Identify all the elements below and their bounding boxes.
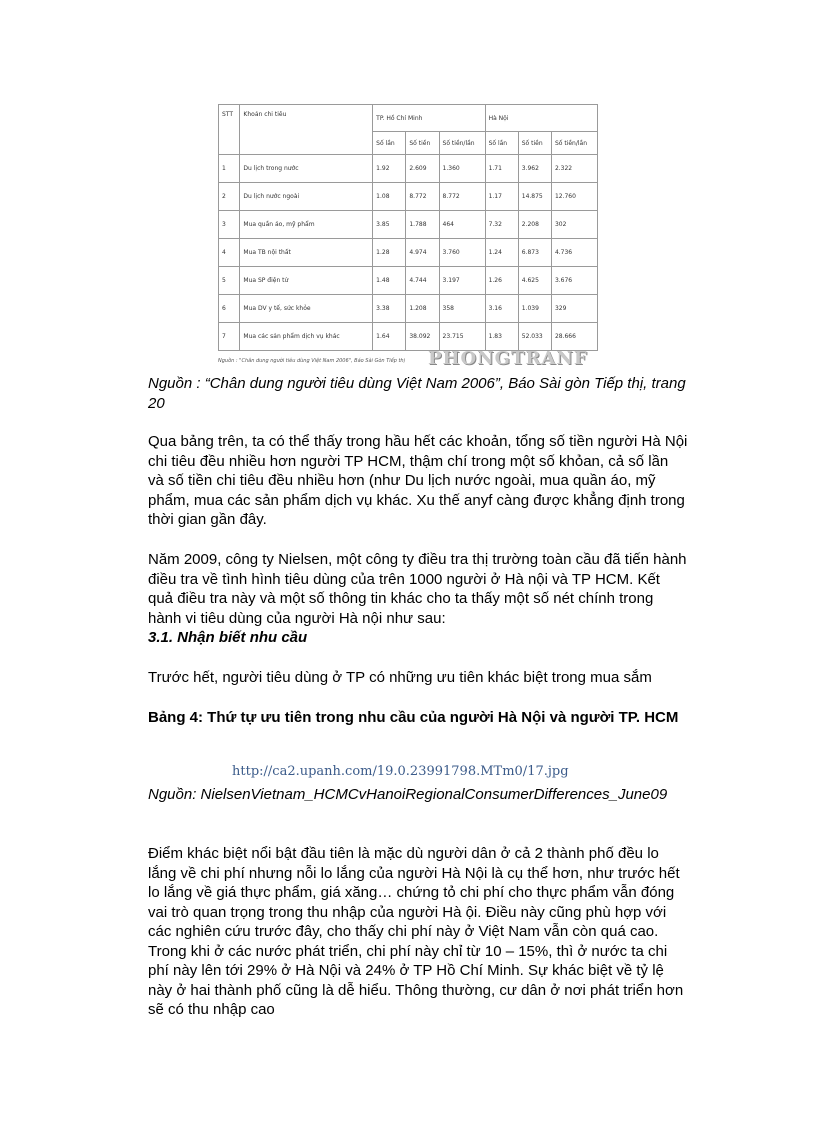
table-cell-value: 1.788 <box>406 211 439 239</box>
table-cell-value: 1.28 <box>373 239 406 267</box>
table-row <box>219 267 598 295</box>
paragraph: Trước hết, người tiêu dùng ở TP có những ưu tiên khác biệt trong mua sắm <box>148 669 652 686</box>
table-cell-value: 3.760 <box>439 239 485 267</box>
table-cell-value: 7.32 <box>485 211 518 239</box>
table-cell-value: 1.08 <box>373 183 406 211</box>
table-cell-value: 329 <box>551 295 597 323</box>
paragraph: Năm 2009, công ty Nielsen, một công ty điều tra thị trường toàn cầu đã tiến hành điều tra về tình hình tiêu dùng của trên 1000 người ở Hà nội và TP HCM. Kết quả điều tra này và một số thông tin khác cho ta thấy một số nét chính trong hành vi tiêu dùng của người Hà nội như sau: <box>148 551 687 627</box>
table-cell-value: 302 <box>551 211 597 239</box>
subheader: Số lần <box>485 132 518 155</box>
table-cell-value: 38.092 <box>406 323 439 351</box>
table-cell-item: Mua TB nội thất <box>240 239 373 267</box>
table-cell-value: 3.16 <box>485 295 518 323</box>
figure-source-note: Nguồn: NielsenVietnam_HCMCvHanoiRegionalConsumerDifferences_June09 <box>148 786 668 803</box>
table-cell-stt: 4 <box>219 239 240 267</box>
table-cell-value: 1.17 <box>485 183 518 211</box>
table-cell-value: 4.625 <box>518 267 551 295</box>
table-cell-value: 1.360 <box>439 155 485 183</box>
table-cell-value: 1.64 <box>373 323 406 351</box>
table-cell-value: 1.71 <box>485 155 518 183</box>
table-cell-value: 1.26 <box>485 267 518 295</box>
table-cell-stt: 6 <box>219 295 240 323</box>
table-cell-item: Mua SP điện tử <box>240 267 373 295</box>
table-cell-value: 52.033 <box>518 323 551 351</box>
table-cell-value: 3.676 <box>551 267 597 295</box>
header-stt: STT <box>219 105 240 155</box>
table-row <box>219 183 598 211</box>
table-cell-value: 3.962 <box>518 155 551 183</box>
table-row <box>219 239 598 267</box>
table-source-caption: Nguồn : "Chân dung người tiêu dùng Việt Nam 2006", Báo Sài Gòn Tiếp thị <box>218 358 405 364</box>
table-cell-item: Mua DV y tế, sức khỏe <box>240 295 373 323</box>
subheader: Số tiền/lần <box>551 132 597 155</box>
section-heading: 3.1. Nhận biết nhu cầu <box>148 629 308 646</box>
table-cell-value: 2.208 <box>518 211 551 239</box>
table-row <box>219 323 598 351</box>
table-cell-value: 1.208 <box>406 295 439 323</box>
table-cell-value: 4.736 <box>551 239 597 267</box>
spending-table <box>218 104 598 351</box>
table-cell-item: Du lịch trong nước <box>240 155 373 183</box>
image-link[interactable]: http://ca2.upanh.com/19.0.23991798.MTm0/17.jpg <box>232 764 569 779</box>
subheader: Số tiền <box>406 132 439 155</box>
table-row <box>219 155 598 183</box>
table-cell-value: 2.322 <box>551 155 597 183</box>
table-cell-value: 1.92 <box>373 155 406 183</box>
table-cell-value: 23.715 <box>439 323 485 351</box>
table-cell-item: Mua các sản phẩm dịch vụ khác <box>240 323 373 351</box>
table-cell-value: 3.197 <box>439 267 485 295</box>
table-source-note: Nguồn : “Chân dung người tiêu dùng Việt Nam 2006”, Báo Sài gòn Tiếp thị, trang 20 <box>148 375 686 412</box>
header-hcm: TP. Hồ Chí Minh <box>373 105 485 132</box>
table-cell-value: 4.744 <box>406 267 439 295</box>
table-cell-value: 8.772 <box>406 183 439 211</box>
table-cell-stt: 1 <box>219 155 240 183</box>
table-cell-value: 8.772 <box>439 183 485 211</box>
table-cell-stt: 7 <box>219 323 240 351</box>
watermark-logo: PHONGTRANF <box>428 348 588 369</box>
table-row <box>219 295 598 323</box>
paragraph: Qua bảng trên, ta có thể thấy trong hầu hết các khoản, tổng số tiền người Hà Nội chi tiêu đều nhiều hơn người TP HCM, thậm chí trong một số khỏan, cả số lần và số tiền chi tiêu đều nhiều hơn (như Du lịch nước ngoài, mua quần áo, mỹ phẩm, mua các sản phẩm dịch vụ khác. Xu thế anyf càng được khẳng định trong thời gian gần đây. <box>148 433 688 528</box>
table-cell-stt: 2 <box>219 183 240 211</box>
subheader: Số lần <box>373 132 406 155</box>
table-title: Bảng 4: Thứ tự ưu tiên trong nhu cầu của người Hà Nội và người TP. HCM <box>148 709 679 726</box>
table-cell-value: 1.83 <box>485 323 518 351</box>
subheader: Số tiền <box>518 132 551 155</box>
table-cell-item: Du lịch nước ngoài <box>240 183 373 211</box>
table-cell-value: 12.760 <box>551 183 597 211</box>
table-cell-value: 3.38 <box>373 295 406 323</box>
table-cell-stt: 3 <box>219 211 240 239</box>
header-hn: Hà Nội <box>485 105 597 132</box>
table-cell-value: 14.875 <box>518 183 551 211</box>
paragraph: Điểm khác biệt nổi bật đầu tiên là mặc dù người dân ở cả 2 thành phố đều lo lắng về chi phí nhưng nỗi lo lắng của người Hà Nội là cụ thể hơn, như trước hết lo lắng về giá thực phẩm, giá xăng… chứng tỏ chi phí cho thực phẩm vẫn đóng vai trò quan trọng trong thu nhập của người Hà ội. Điều này cũng phù hợp với các nghiên cứu trước đây, cho thấy chi phí này ở Việt Nam vẫn còn quá cao. Trong khi ở các nước phát triển, chi phí này chỉ từ 10 – 15%, thì ở nước ta chi phí này lên tới 29% ở Hà Nội và 24% ở TP Hồ Chí Minh. Sự khác biệt về tỷ lệ này ở hai thành phố cũng là dễ hiểu. Thông thường, cư dân ở nơi phát triển hơn sẽ có thu nhập cao <box>148 845 684 1018</box>
table-cell-value: 358 <box>439 295 485 323</box>
table-cell-value: 28.666 <box>551 323 597 351</box>
table-cell-value: 1.48 <box>373 267 406 295</box>
table-cell-value: 4.974 <box>406 239 439 267</box>
table-cell-value: 3.85 <box>373 211 406 239</box>
spending-table-image <box>216 104 602 370</box>
table-cell-stt: 5 <box>219 267 240 295</box>
subheader: Số tiền/lần <box>439 132 485 155</box>
table-cell-value: 6.873 <box>518 239 551 267</box>
table-cell-value: 1.24 <box>485 239 518 267</box>
header-item: Khoản chi tiêu <box>240 105 373 155</box>
table-cell-value: 1.039 <box>518 295 551 323</box>
table-row <box>219 211 598 239</box>
table-cell-value: 2.609 <box>406 155 439 183</box>
table-cell-value: 464 <box>439 211 485 239</box>
table-cell-item: Mua quần áo, mỹ phẩm <box>240 211 373 239</box>
